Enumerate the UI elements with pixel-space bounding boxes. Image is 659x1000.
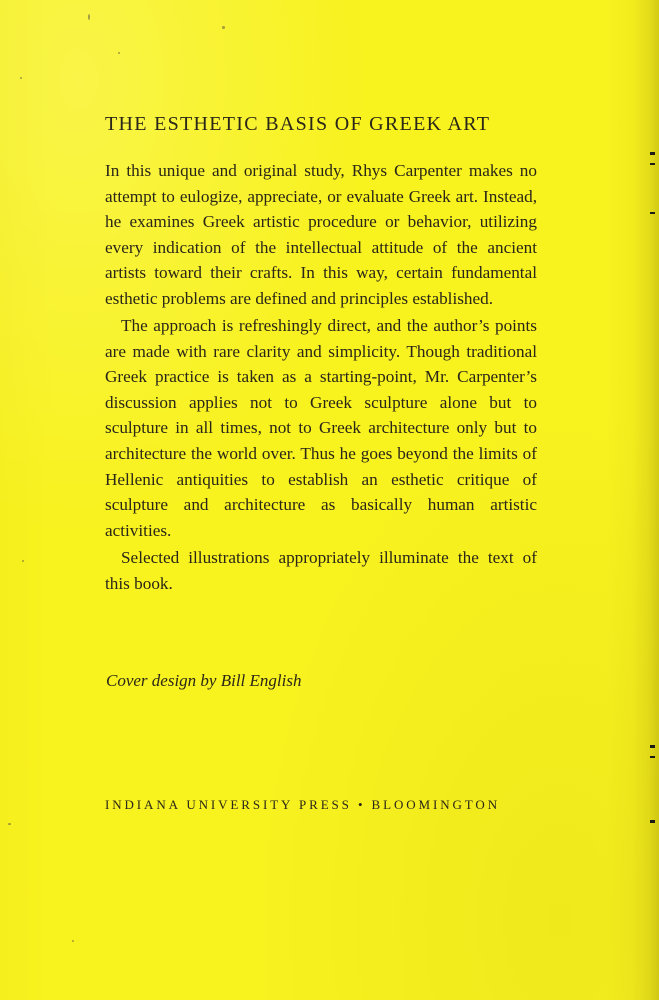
edge-mark bbox=[650, 152, 655, 155]
edge-mark bbox=[650, 756, 655, 758]
speck bbox=[20, 77, 22, 79]
edge-mark bbox=[650, 163, 655, 165]
edge-mark bbox=[650, 212, 655, 214]
speck bbox=[72, 940, 74, 942]
blurb-paragraph: The approach is refreshingly direct, and the author’s points are made with rare clarity and simplicity. Though traditional Greek practice is taken as a starting-point, Mr. Carpenter’s discussion applies not to Greek sculpture alone but to sculpture in all times, not to Greek architecture only but to architecture the world over. Thus he goes beyond the limits of Hellenic antiquities to establish an esthetic critique of sculpture and architecture as basically human artistic activities. bbox=[105, 316, 537, 540]
speck bbox=[8, 823, 11, 825]
cover-design-credit: Cover design by Bill English bbox=[106, 671, 302, 690]
edge-mark bbox=[650, 820, 655, 823]
blurb-paragraph: In this unique and original study, Rhys Carpenter makes no attempt to eulogize, appreciate, or evaluate Greek art. Instead, he examines Greek artistic procedure or behavior, utilizing every indication of the intellectual attitude of the ancient artists toward their crafts. In this way, certain fundamental esthetic problems are defined and principles established. bbox=[105, 161, 537, 308]
book-title: THE ESTHETIC BASIS OF GREEK ART bbox=[105, 113, 491, 135]
speck bbox=[222, 26, 225, 29]
speck bbox=[88, 14, 90, 20]
speck bbox=[118, 52, 120, 54]
speck bbox=[22, 560, 24, 562]
publisher-line: INDIANA UNIVERSITY PRESS • BLOOMINGTON bbox=[105, 797, 500, 812]
blurb bbox=[105, 158, 537, 598]
blurb-paragraph: Selected illustrations appropriately illuminate the text of this book. bbox=[105, 547, 537, 593]
spine-edge-shading bbox=[633, 0, 659, 1000]
edge-mark bbox=[650, 745, 655, 748]
